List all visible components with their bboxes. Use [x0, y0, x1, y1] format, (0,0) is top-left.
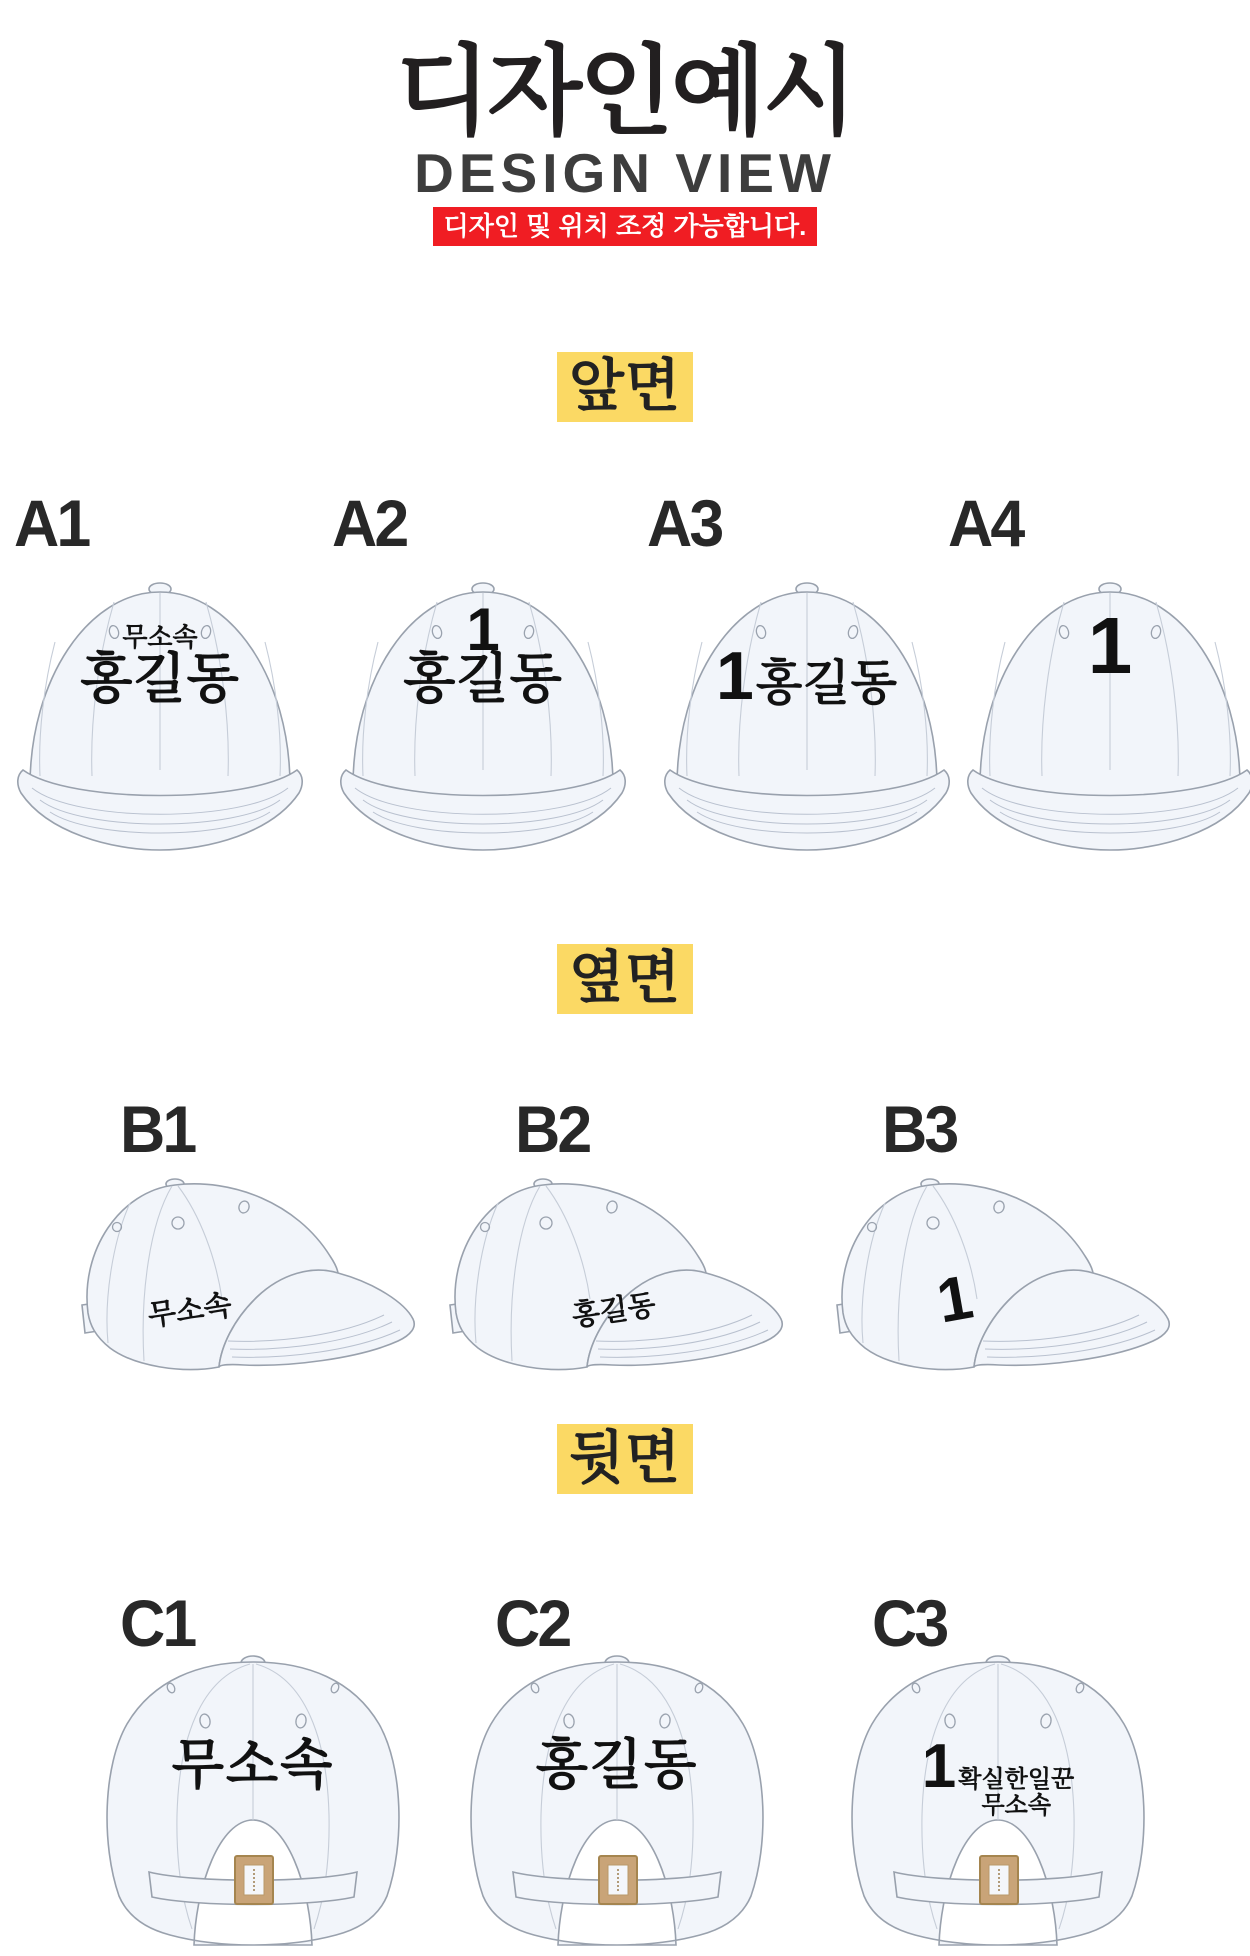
- cap-a4-number-text: 1: [1087, 601, 1133, 690]
- cap-front-a2: [333, 562, 633, 852]
- cap-back-c1: [93, 1650, 413, 1950]
- cap-a2-name-text: 홍길동: [403, 649, 563, 709]
- cap-a3-number-text: 1: [716, 638, 754, 714]
- cap-label-a3: A3: [647, 486, 722, 560]
- cap-a2-number-text: 1: [466, 596, 500, 663]
- section-heading-back: [0, 1424, 1250, 1494]
- cap-c3-number-text: 1: [921, 1732, 957, 1801]
- cap-front-a3: [657, 562, 957, 852]
- cap-b1-side-text: 무소속: [146, 1289, 234, 1333]
- cap-front-a4: [960, 562, 1250, 852]
- cap-back-c2: [457, 1650, 777, 1950]
- cap-label-a1: A1: [14, 486, 89, 560]
- cap-label-b3: B3: [882, 1092, 957, 1166]
- page-title: 디자인예시: [395, 36, 855, 146]
- cap-c3-text-row: [838, 1732, 1158, 1819]
- cap-label-a2: A2: [332, 486, 407, 560]
- cap-label-b2: B2: [515, 1092, 590, 1166]
- cap-b3-number-text: 1: [931, 1262, 978, 1337]
- notice-banner-wrap: [0, 207, 1250, 246]
- notice-banner: 디자인 및 위치 조정 가능합니다.: [433, 207, 818, 246]
- cap-front-a1: [10, 562, 310, 852]
- cap-a1-affiliation-text: 무소속: [122, 622, 198, 652]
- cap-b2-side-text: 홍길동: [570, 1289, 658, 1333]
- cap-back-c3: [838, 1650, 1158, 1950]
- cap-label-a4: A4: [948, 486, 1023, 560]
- cap-c3-slogan-line2: 무소속: [981, 1792, 1052, 1819]
- section-heading-side-text: 옆면: [557, 944, 693, 1014]
- cap-c1-back-text: 무소속: [171, 1735, 335, 1795]
- section-heading-front: [0, 352, 1250, 422]
- cap-a3-name-text: 홍길동: [755, 657, 898, 710]
- cap-label-b1: B1: [120, 1092, 195, 1166]
- cap-a3-text-row: [657, 638, 957, 714]
- section-heading-front-text: 앞면: [557, 352, 693, 422]
- cap-label-c1: C1: [120, 1586, 195, 1660]
- cap-c2-back-text: 홍길동: [535, 1735, 699, 1795]
- back-cap-illustration: [93, 1650, 413, 1950]
- section-heading-side: [0, 944, 1250, 1014]
- cap-c3-slogan-line1: 확실한일꾼: [958, 1766, 1075, 1793]
- back-cap-illustration: [457, 1650, 777, 1950]
- section-heading-back-text: 뒷면: [557, 1424, 693, 1494]
- cap-label-c3: C3: [872, 1586, 947, 1660]
- cap-side-b1: [60, 1163, 420, 1398]
- page-subtitle: DESIGN VIEW: [414, 142, 836, 204]
- cap-side-b3: [815, 1163, 1175, 1398]
- cap-c3-slogan-column: [958, 1767, 1074, 1819]
- cap-label-c2: C2: [495, 1586, 570, 1660]
- cap-a1-name-text: 홍길동: [80, 649, 240, 709]
